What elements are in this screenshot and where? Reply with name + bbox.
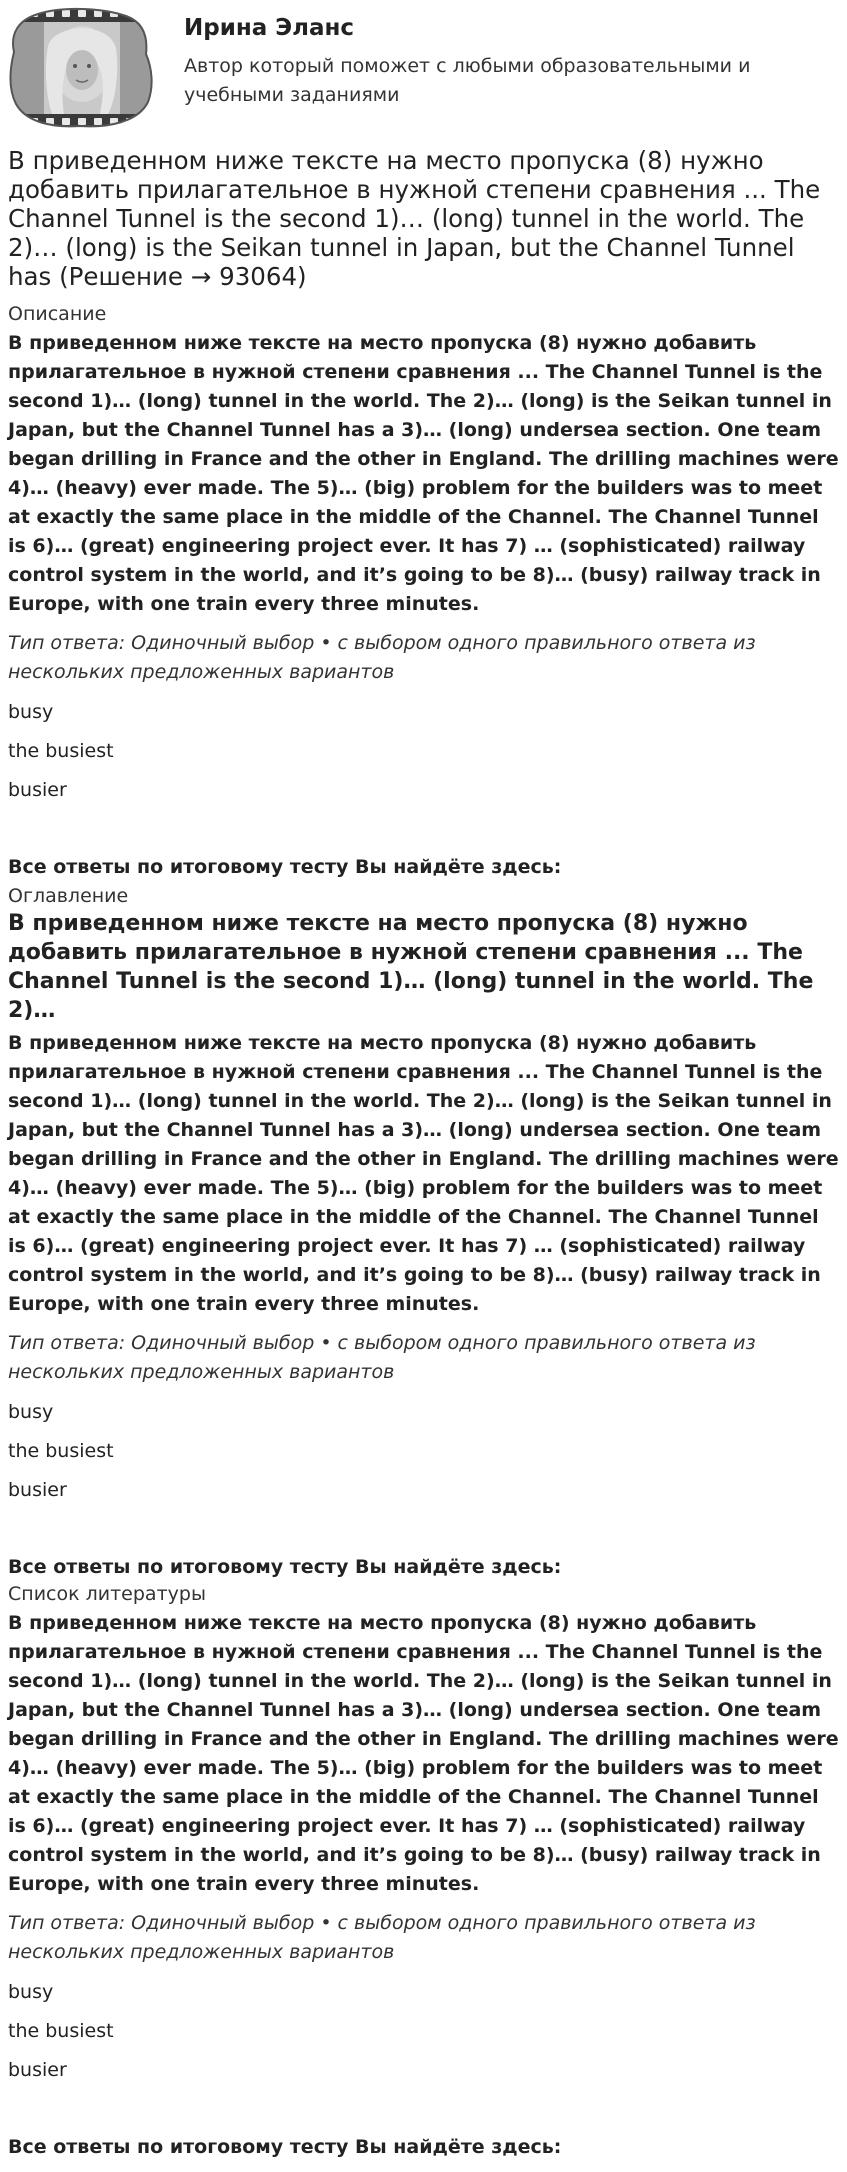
option-the-busiest[interactable]: the busiest — [8, 2020, 114, 2042]
author-avatar — [8, 6, 154, 130]
page-title: В приведенном ниже тексте на место пропуска (8) нужно добавить прилагательное в нужной степени сравнения ... The Channel Tunnel is the second 1)… (long) tunnel in the world. The 2)… (long) is the Seikan tunnel in Japan, but the Channel Tunnel has (Решение → 93064) — [8, 146, 821, 291]
option-busy[interactable]: busy — [8, 701, 54, 723]
section-label-bibliography: Список литературы — [8, 1583, 206, 1605]
all-answers-link[interactable]: Все ответы по итоговому тесту Вы найдёте здесь: — [8, 856, 562, 878]
bibliography-section — [8, 1582, 840, 2159]
section-label-description: Описание — [8, 303, 107, 325]
author-name[interactable]: Ирина Эланс — [184, 15, 355, 41]
toc-heading: В приведенном ниже тексте на место пропуска (8) нужно добавить прилагательное в нужной степени сравнения ... The Channel Tunnel is the second 1)… (long) tunnel in the world. The 2)… — [8, 911, 814, 1023]
question-text: В приведенном ниже тексте на место пропуска (8) нужно добавить прилагательное в нужной степени сравнения ... The Channel Tunnel is the second 1)… (long) tunnel in the world. The 2)… (long) is the Seikan tunnel in Japan, but the Channel Tunnel has a 3)… (long) undersea section. One team began drilling in France and the other in England. The drilling machines were 4)… (heavy) ever made. The 5)… (big) problem for the builders was to meet at exactly the same place in the middle of the Channel. The Channel Tunnel is 6)… (great) engineering project ever. It has 7) … (sophisticated) railway control system in the world, and it’s going to be 8)… (busy) railway track in Europe, with one train every three minutes. — [8, 1032, 839, 1315]
answer-type: Тип ответа: Одиночный выбор • с выбором одного правильного ответа из нескольких предложенных вариантов — [8, 1912, 756, 1963]
option-busy[interactable]: busy — [8, 1981, 54, 2003]
option-busier[interactable]: busier — [8, 1479, 67, 1501]
toc-section — [8, 884, 840, 1579]
option-busy[interactable]: busy — [8, 1401, 54, 1423]
all-answers-link[interactable]: Все ответы по итоговому тесту Вы найдёте здесь: — [8, 1556, 562, 1578]
section-label-toc: Оглавление — [8, 885, 129, 907]
answer-type: Тип ответа: Одиночный выбор • с выбором одного правильного ответа из нескольких предложенных вариантов — [8, 632, 756, 683]
option-the-busiest[interactable]: the busiest — [8, 1440, 114, 1462]
question-text: В приведенном ниже тексте на место пропуска (8) нужно добавить прилагательное в нужной степени сравнения ... The Channel Tunnel is the second 1)… (long) tunnel in the world. The 2)… (long) is the Seikan tunnel in Japan, but the Channel Tunnel has a 3)… (long) undersea section. One team began drilling in France and the other in England. The drilling machines were 4)… (heavy) ever made. The 5)… (big) problem for the builders was to meet at exactly the same place in the middle of the Channel. The Channel Tunnel is 6)… (great) engineering project ever. It has 7) … (sophisticated) railway control system in the world, and it’s going to be 8)… (busy) railway track in Europe, with one train every three minutes. — [8, 1612, 839, 1895]
option-busier[interactable]: busier — [8, 2059, 67, 2081]
description-section — [8, 302, 840, 879]
option-busier[interactable]: busier — [8, 779, 67, 801]
question-text: В приведенном ниже тексте на место пропуска (8) нужно добавить прилагательное в нужной степени сравнения ... The Channel Tunnel is the second 1)… (long) tunnel in the world. The 2)… (long) is the Seikan tunnel in Japan, but the Channel Tunnel has a 3)… (long) undersea section. One team began drilling in France and the other in England. The drilling machines were 4)… (heavy) ever made. The 5)… (big) problem for the builders was to meet at exactly the same place in the middle of the Channel. The Channel Tunnel is 6)… (great) engineering project ever. It has 7) … (sophisticated) railway control system in the world, and it’s going to be 8)… (busy) railway track in Europe, with one train every three minutes. — [8, 332, 839, 615]
answer-type: Тип ответа: Одиночный выбор • с выбором одного правильного ответа из нескольких предложенных вариантов — [8, 1332, 756, 1383]
author-header — [8, 6, 843, 130]
author-description: Автор который поможет с любыми образовательными и учебными заданиями — [184, 55, 751, 106]
all-answers-link[interactable]: Все ответы по итоговому тесту Вы найдёте здесь: — [8, 2136, 562, 2158]
option-the-busiest[interactable]: the busiest — [8, 740, 114, 762]
